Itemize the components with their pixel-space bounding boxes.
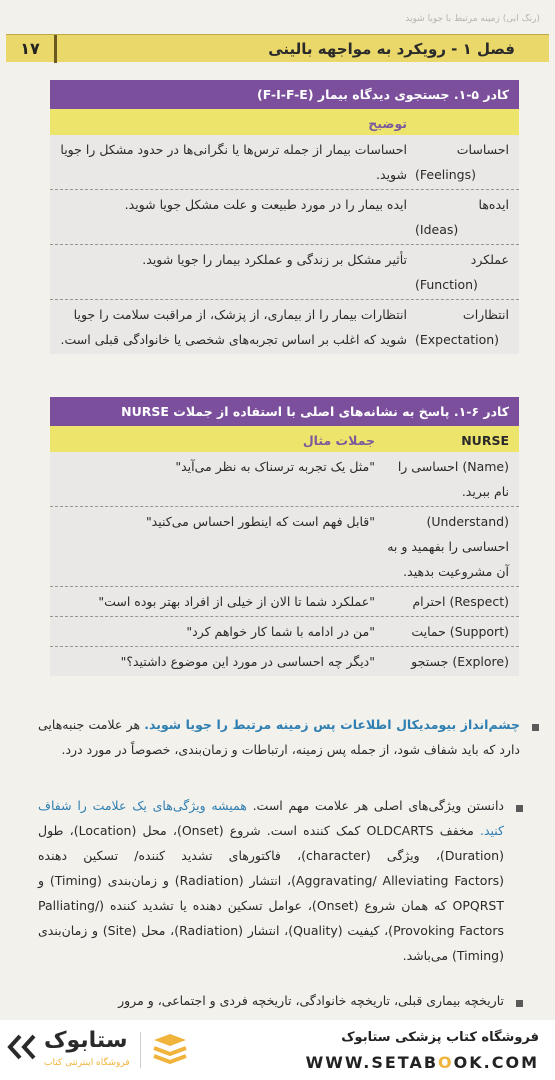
shop-name: فروشگاه کتاب پزشکی ستابوک — [341, 1030, 539, 1045]
desc-cell: ایده بیمار را در مورد طبیعت و علت مشکل جویا شوید. — [124, 197, 407, 212]
table-row — [50, 245, 519, 300]
chapter-header — [6, 34, 549, 62]
paragraph-text: هر علامت جنبه‌هایی دارد که باید شفاف شود، از جمله پس زمینه، ارتباطات و زمان‌بندی، خصوصاً در مورد درد. — [38, 717, 520, 757]
desc-cell: "من در ادامه با شما کار خواهم کرد" — [186, 624, 375, 639]
box-5-header-desc: توضیح — [368, 116, 407, 131]
bullet-icon — [516, 805, 523, 812]
url-part: WWW.SETAB — [305, 1053, 439, 1072]
term-en: (Expectation) — [415, 332, 500, 347]
desc-cell: "دیگر چه احساسی در مورد این موضوع داشتید؟" — [120, 654, 375, 669]
paragraph-lead: چشم‌انداز بیومدیکال اطلاعات پس زمینه مرتبط را جویا شوید. — [144, 717, 520, 732]
desc-cell: "عملکرد شما تا الان از خیلی از افراد بهتر بوده است" — [98, 594, 375, 609]
term-cell — [411, 190, 519, 244]
shop-url[interactable] — [306, 1053, 539, 1072]
logo-text: ستابوک — [44, 1028, 128, 1053]
term-fa: عملکرد — [470, 252, 509, 267]
box-6-header-term: NURSE — [461, 433, 509, 448]
desc-cell: انتظارات بیمار را از بیماری، از پزشک، از مراقبت سلامت را جویا شوید که اغلب بر اساس تجربه‌های شخصی یا خانوادگی قبلی است. — [60, 307, 407, 347]
term-cell: (Name) احساسی را نام ببرید. — [397, 459, 509, 499]
desc-cell: "قابل فهم است که اینطور احساس می‌کنید" — [145, 514, 375, 529]
term-fa: ایده‌ها — [478, 197, 509, 212]
chapter-title: فصل ۱ - رویکرد به مواجهه بالینی — [268, 39, 515, 58]
table-row — [50, 617, 519, 647]
url-part: O — [438, 1053, 454, 1072]
box-6-nurse-responses — [50, 397, 519, 676]
paragraph-symptom-attributes — [38, 793, 504, 968]
footer-banner — [0, 1020, 555, 1080]
table-row — [50, 135, 519, 190]
desc-cell: تأثیر مشکل بر زندگی و عملکرد بیمار را جویا شوید. — [142, 252, 407, 267]
chevron-left-icon — [6, 1034, 42, 1060]
paragraph-text: تاریخچه بیماری قبلی، تاریخچه خانوادگی، تاریخچه فردی و اجتماعی، و مرور — [118, 993, 504, 1008]
term-en: (Function) — [415, 277, 478, 292]
box-6-header-row — [50, 426, 519, 452]
bullet-icon — [532, 724, 539, 731]
logo-subtitle: فروشگاه اینترنتی کتاب — [44, 1058, 130, 1068]
bullet-icon — [516, 1000, 523, 1007]
book-stack-icon — [150, 1032, 190, 1066]
term-cell — [411, 135, 519, 189]
term-fa: انتظارات — [462, 307, 509, 322]
term-fa: احساسات — [456, 142, 509, 157]
paragraph-biomedical — [38, 712, 520, 762]
footer-divider — [140, 1032, 141, 1068]
term-en: (Ideas) — [415, 222, 459, 237]
box-6-header-desc: جملات مثال — [302, 433, 375, 448]
paragraph-accent: همیشه ویژگی‌های یک علامت را شفاف کنید. — [38, 798, 504, 838]
term-cell: (Understand) احساسی را بفهمید و به آن مشروعیت بدهید. — [387, 514, 509, 579]
desc-cell: احساسات بیمار از جمله ترس‌ها یا نگرانی‌ها در حدود مشکل را جویا شوید. — [60, 142, 407, 182]
table-row — [50, 300, 519, 354]
url-part: OK.COM — [453, 1053, 539, 1072]
term-cell: (Explore) جستجو — [411, 654, 509, 669]
box-6-title: کادر ۶-۱. پاسخ به نشانه‌های اصلی با استفاده از جملات NURSE — [50, 397, 519, 426]
box-5-header-row — [50, 109, 519, 135]
paragraph-history — [38, 988, 504, 1016]
page-number: ۱۷ — [20, 39, 40, 58]
paragraph-text: دانستن ویژگی‌های اصلی هر علامت مهم است. — [246, 798, 504, 813]
term-en: (Feelings) — [415, 167, 476, 182]
table-row — [50, 587, 519, 617]
term-cell: (Respect) احترام — [412, 594, 509, 609]
table-row — [50, 452, 519, 507]
table-row — [50, 507, 519, 587]
bleed-through-text: (رنگ آبی) زمینه مرتبط با جویا شوید — [405, 14, 540, 24]
desc-cell: "مثل یک تجربه ترسناک به نظر می‌آید" — [175, 459, 375, 474]
table-row — [50, 190, 519, 245]
paragraph-text: مخفف OLDCARTS کمک کننده است. شروع (Onset)، محل (Location)، طول (Duration)، ویژگی (character)، فاکتورهای تشدید کننده/ تسکین دهنده (Aggravating/ Alleviating Factors)، انتشار (Radiation) و زمان‌بندی (Timing) و OPQRST که همان شروع (Onset)، عوامل تسکین دهنده یا تشدید کننده (Palliating/ Provoking Factors)، کیفیت (Quality)، انتشار (Radiation)، محل (Site) و زمان‌بندی (Timing) می‌باشد. — [38, 823, 504, 963]
term-cell: (Support) حمایت — [411, 624, 509, 639]
term-cell — [411, 245, 519, 299]
box-5-patient-perspective — [50, 80, 519, 354]
table-row — [50, 647, 519, 676]
term-cell — [411, 300, 519, 354]
box-5-header-term — [411, 109, 519, 135]
box-5-title: کادر ۵-۱. جستجوی دیدگاه بیمار (F-I-F-E) — [50, 80, 519, 109]
